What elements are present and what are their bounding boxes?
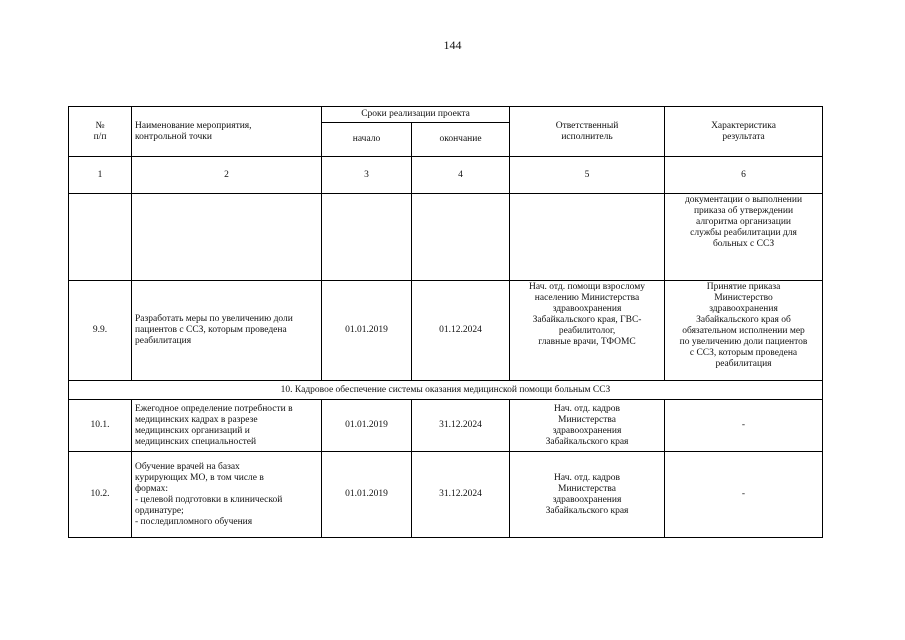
header-terms: Сроки реализации проекта — [322, 107, 510, 123]
header-responsible: Ответственный исполнитель — [510, 107, 665, 157]
header-result: Характеристика результата — [665, 107, 823, 157]
section-10-title: 10. Кадровое обеспечение системы оказания медицинской помощи больным ССЗ — [69, 381, 823, 400]
col-number-2: 2 — [132, 157, 322, 194]
row-10-2-responsible: Нач. отд. кадров Министерства здравоохранения Забайкальского края — [510, 452, 665, 538]
row-10-2-result: - — [665, 452, 823, 538]
col-number-4: 4 — [412, 157, 510, 194]
row-10-1-result: - — [665, 400, 823, 452]
cell-empty — [69, 194, 132, 281]
cell-empty — [510, 194, 665, 281]
row-10-1-responsible: Нач. отд. кадров Министерства здравоохранения Забайкальского края — [510, 400, 665, 452]
row-9-9-start: 01.01.2019 — [322, 281, 412, 381]
col-number-1: 1 — [69, 157, 132, 194]
continuation-row — [69, 194, 823, 281]
row-10-1-name: Ежегодное определение потребности в медицинских кадрах в разрезе медицинских организаций и медицинских специальностей — [132, 400, 322, 452]
row-10-1-end: 31.12.2024 — [412, 400, 510, 452]
row-10-2-num: 10.2. — [69, 452, 132, 538]
header-name: Наименование мероприятия, контрольной точки — [132, 107, 322, 157]
continuation-result: документации о выполнении приказа об утверждении алгоритма организации службы реабилитации для больных с ССЗ — [665, 194, 823, 281]
column-numbers-row — [69, 157, 823, 194]
table-row-9-9 — [69, 281, 823, 381]
col-number-3: 3 — [322, 157, 412, 194]
table-row-10-1 — [69, 400, 823, 452]
page-number: 144 — [443, 38, 462, 52]
row-10-1-start: 01.01.2019 — [322, 400, 412, 452]
row-9-9-responsible: Нач. отд. помощи взрослому населению Министерства здравоохранения Забайкальского края, ГВС- реабилитолог, главные врачи, ТФОМС — [510, 281, 665, 381]
header-num: № п/п — [69, 107, 132, 157]
row-9-9-end: 01.12.2024 — [412, 281, 510, 381]
activities-table — [68, 106, 823, 538]
col-number-6: 6 — [665, 157, 823, 194]
col-number-5: 5 — [510, 157, 665, 194]
cell-empty — [322, 194, 412, 281]
row-10-2-start: 01.01.2019 — [322, 452, 412, 538]
row-10-2-end: 31.12.2024 — [412, 452, 510, 538]
row-9-9-num: 9.9. — [69, 281, 132, 381]
row-10-1-num: 10.1. — [69, 400, 132, 452]
header-start: начало — [322, 123, 412, 157]
table-row-10-2 — [69, 452, 823, 538]
header-end: окончание — [412, 123, 510, 157]
section-10-row — [69, 381, 823, 400]
row-9-9-result: Принятие приказа Министерство здравоохранения Забайкальского края об обязательном исполнении мер по увеличению доли пациентов с ССЗ, которым проведена реабилитация — [665, 281, 823, 381]
row-9-9-name: Разработать меры по увеличению доли пациентов с ССЗ, которым проведена реабилитация — [132, 281, 322, 381]
cell-empty — [412, 194, 510, 281]
row-10-2-name: Обучение врачей на базах курирующих МО, в том числе в формах: - целевой подготовки в клинической ординатуре; - последипломного обучения — [132, 452, 322, 538]
cell-empty — [132, 194, 322, 281]
header-row-1 — [69, 107, 823, 123]
